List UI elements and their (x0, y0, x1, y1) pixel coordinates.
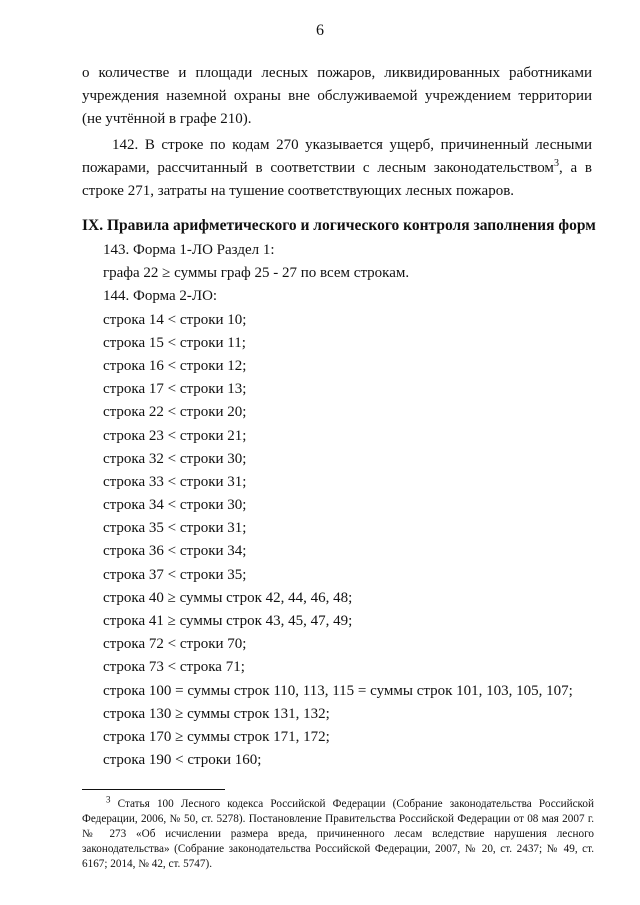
footnote-separator (82, 789, 225, 790)
rule-line: строка 23 < строки 21; (103, 427, 247, 444)
rule-line: строка 190 < строки 160; (103, 752, 262, 769)
footnote (82, 794, 595, 872)
rule-line: строка 32 < строки 30; (103, 450, 247, 467)
paragraph-142-tail: , а в строке 271, затраты на тушение соответствующих лесных пожаров. (82, 160, 592, 199)
paragraph-142 (82, 134, 592, 203)
rule-line: строка 100 = суммы строк 110, 113, 115 = суммы строк 101, 103, 105, 107; (103, 682, 573, 699)
rule-line: строка 37 < строки 35; (103, 566, 247, 583)
rule-line: строка 170 ≥ суммы строк 171, 172; (103, 728, 330, 745)
rule-line: строка 15 < строки 11; (103, 334, 246, 351)
footnote-mark: 3 (106, 794, 111, 805)
rule-line: 144. Форма 2-ЛО: (103, 288, 218, 305)
footnote-text: Статья 100 Лесного кодекса Российской Федерации (Собрание законодательства Российской Федерации, 2006, № 50, ст. 5278). Постановление Правительства Российской Федерации от 08 мая 2007 г. № 273 «Об исчислении размера вреда, причиненного лесам вследствие нарушения лесного законодательства» (Собрание законодательства Российской Федерации, 2007, № 20, ст. 2437; № 49, ст. 6167; 2014, № 42, ст. 5747). (82, 798, 595, 870)
paragraph-fire-count: о количестве и площади лесных пожаров, ликвидированных работниками учреждения наземной охраны вне обслуживаемой учреждением территории (не учтённой в графе 210). (82, 65, 592, 127)
rule-line: строка 17 < строки 13; (103, 381, 247, 398)
rule-line: 143. Форма 1-ЛО Раздел 1: (103, 242, 275, 258)
rule-line: строка 41 ≥ суммы строк 43, 45, 47, 49; (103, 613, 353, 629)
rule-line: строка 73 < строка 71; (103, 659, 245, 676)
section-heading: IX. Правила арифметического и логического контроля заполнения форм (82, 217, 596, 234)
control-rules-list (103, 239, 603, 772)
rule-line: строка 35 < строки 31; (103, 520, 247, 537)
paragraph-142-main: 142. В строке по кодам 270 указывается ущерб, причиненный лесными пожарами, рассчитанный в соответствии с лесным законодательством (82, 137, 592, 176)
rule-line: строка 36 < строки 34; (103, 543, 247, 560)
page-number: 6 (316, 22, 324, 39)
rule-line: строка 130 ≥ суммы строк 131, 132; (103, 705, 330, 722)
rule-line: строка 16 < строки 12; (103, 357, 247, 374)
rule-line: строка 33 < строки 31; (103, 473, 247, 490)
rule-line: строка 34 < строки 30; (103, 497, 247, 514)
rule-line: строка 72 < строки 70; (103, 636, 247, 653)
rule-line: строка 22 < строки 20; (103, 404, 247, 421)
rule-line: графа 22 ≥ суммы граф 25 - 27 по всем строкам. (103, 265, 410, 282)
footnote-reference: 3 (553, 158, 559, 169)
rule-line: строка 14 < строки 10; (103, 311, 247, 328)
rule-line: строка 40 ≥ суммы строк 42, 44, 46, 48; (103, 589, 353, 606)
